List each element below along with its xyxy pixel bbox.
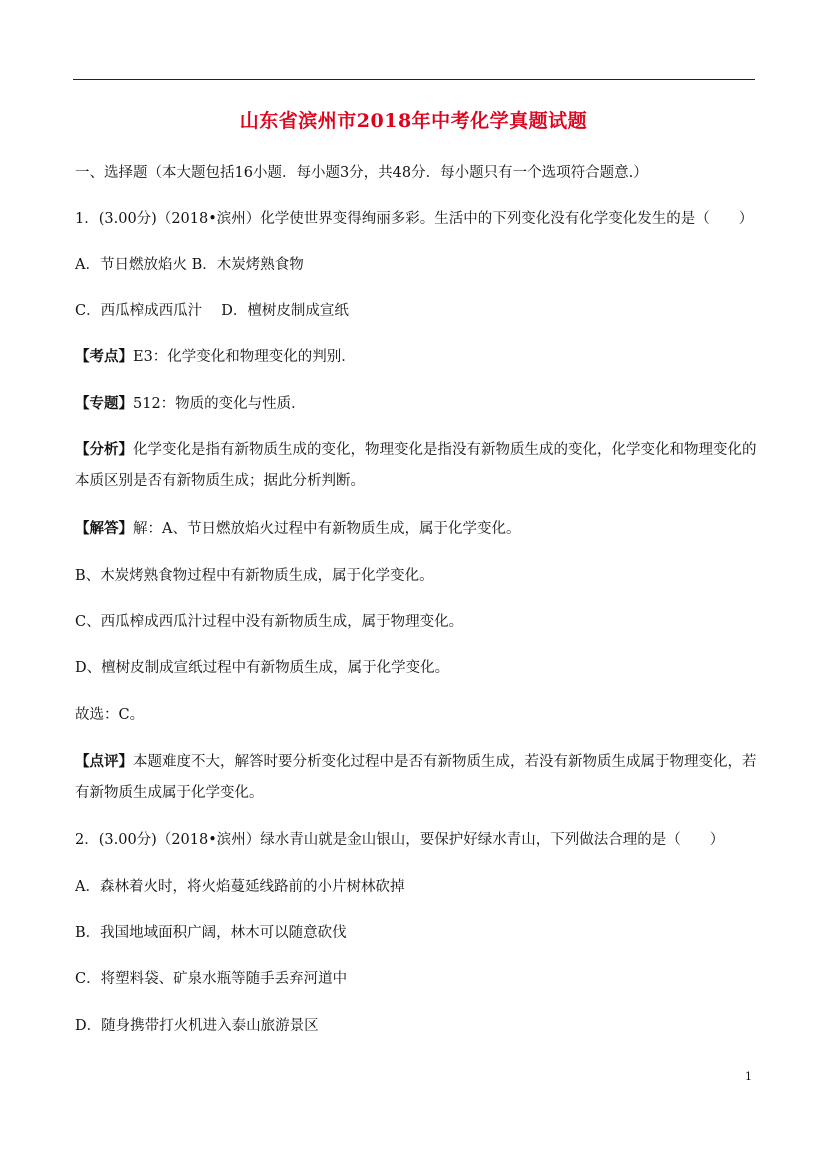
question-2-stem: 2．(3.00分)（2018•滨州）绿水青山就是金山银山，要保护好绿水青山，下列做法合理的是（ ） [75, 832, 725, 848]
header-rule [73, 79, 755, 80]
zhuanti-tag: 【专题】 [75, 395, 133, 412]
jieda-text: 解：A、节日燃放焰火过程中有新物质生成，属于化学变化。 [133, 521, 521, 537]
question-2-option-a: A．森林着火时，将火焰蔓延线路前的小片树林砍掉 [75, 879, 405, 895]
kaodian-text: E3：化学变化和物理变化的判别． [133, 349, 356, 365]
jieda-d-line: D、檀树皮制成宣纸过程中有新物质生成，属于化学变化。 [75, 660, 450, 676]
dianping-paragraph [75, 746, 758, 809]
question-2-option-b: B．我国地域面积广阔，林木可以随意砍伐 [75, 925, 347, 941]
answer-line: 故选：C。 [75, 707, 145, 723]
jieda-c-line: C、西瓜榨成西瓜汁过程中没有新物质生成，属于物理变化。 [75, 614, 464, 630]
question-2-option-d: D．随身携带打火机进入泰山旅游景区 [75, 1018, 319, 1034]
zhuanti-line [75, 393, 765, 415]
question-1-stem: 1．(3.00分)（2018•滨州）化学使世界变得绚丽多彩。生活中的下列变化没有化学变化发生的是（ ） [75, 211, 754, 227]
question-1-options-ab: A．节日燃放焰火 B．木炭烤熟食物 [75, 257, 304, 273]
jieda-b-line: B、木炭烤熟食物过程中有新物质生成，属于化学变化。 [75, 568, 434, 584]
jieda-tag: 【解答】 [75, 520, 133, 537]
zhuanti-text: 512：物质的变化与性质． [133, 396, 306, 412]
section-heading: 一、选择题（本大题包括16小题．每小题3分，共48分．每小题只有一个选项符合题意.） [75, 165, 648, 181]
kaodian-tag: 【考点】 [75, 348, 133, 365]
fenxi-text: 化学变化是指有新物质生成的变化，物理变化是指没有新物质生成的变化，化学变化和物理变化的本质区别是否有新物质生成；据此分析判断。 [75, 442, 757, 489]
question-1-options-cd: C．西瓜榨成西瓜汁 D．檀树皮制成宣纸 [75, 303, 349, 319]
kaodian-line [75, 346, 765, 368]
dianping-text: 本题难度不大，解答时要分析变化过程中是否有新物质生成，若没有新物质生成属于物理变化，若有新物质生成属于化学变化。 [75, 754, 757, 801]
page-title: 山东省滨州市2018年中考化学真题试题 [239, 110, 588, 132]
dianping-tag: 【点评】 [75, 753, 133, 770]
page-number: 1 [745, 1070, 752, 1083]
fenxi-paragraph [75, 434, 758, 497]
question-2-option-c: C．将塑料袋、矿泉水瓶等随手丢弃河道中 [75, 971, 348, 987]
jieda-line [75, 518, 765, 540]
fenxi-tag: 【分析】 [75, 441, 133, 458]
